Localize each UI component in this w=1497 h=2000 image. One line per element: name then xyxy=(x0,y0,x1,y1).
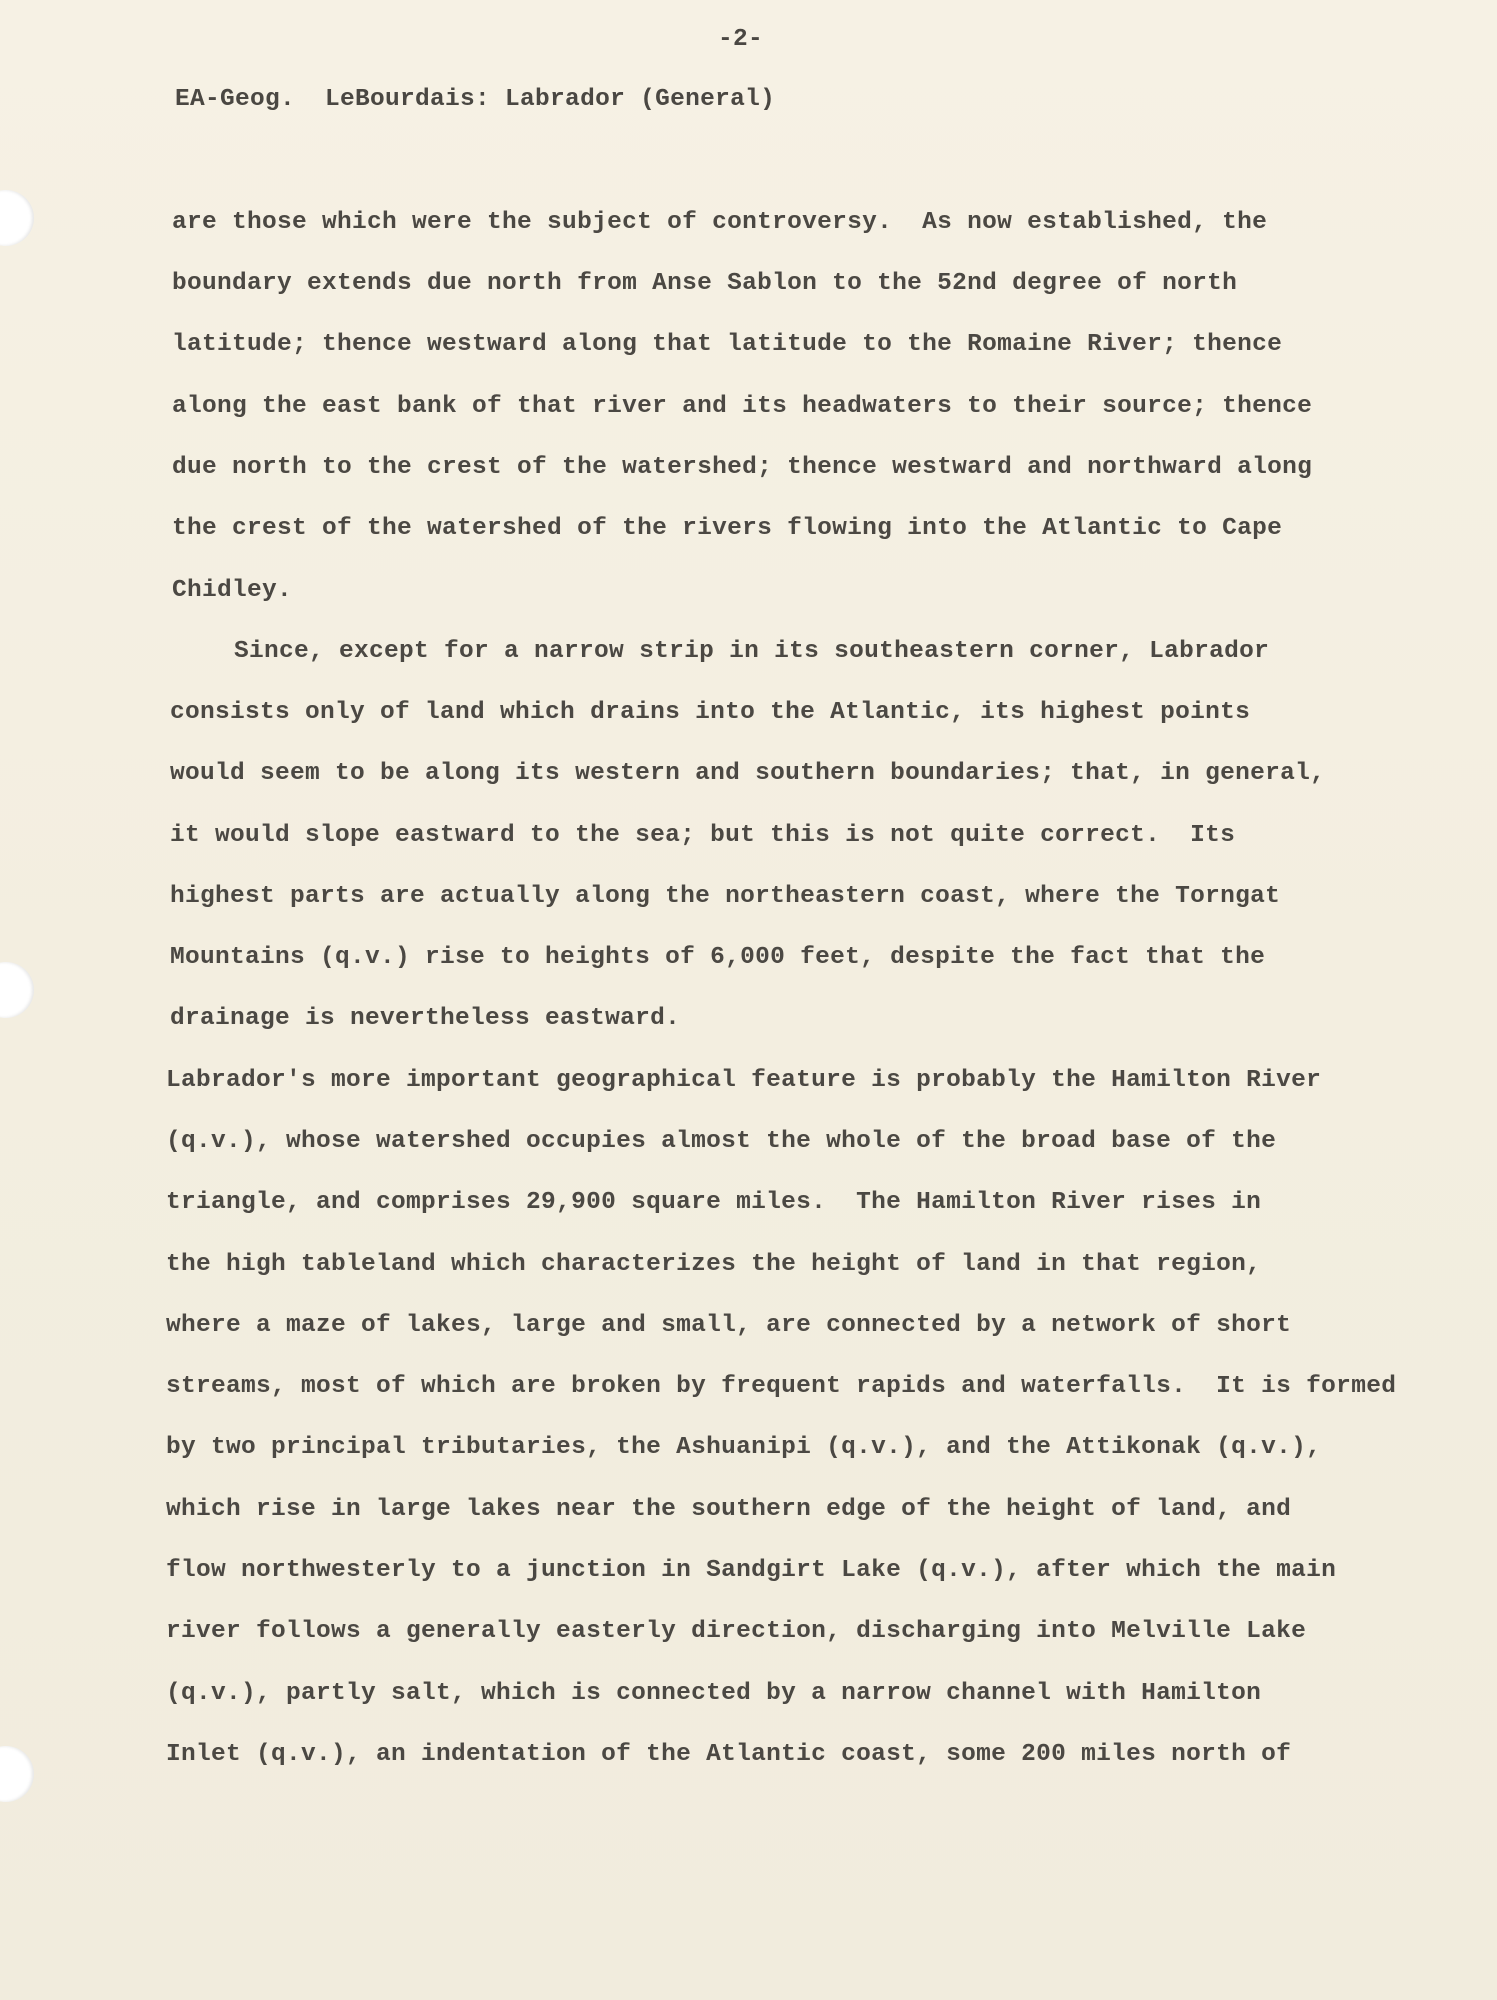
text-line: are those which were the subject of controversy. As now established, the xyxy=(172,209,1268,236)
page-number: -2- xyxy=(718,26,764,53)
text-line: streams, most of which are broken by frequent rapids and waterfalls. It is formed xyxy=(166,1373,1397,1400)
text-line: the crest of the watershed of the rivers flowing into the Atlantic to Cape xyxy=(172,515,1283,542)
text-line: along the east bank of that river and its headwaters to their source; thence xyxy=(172,393,1313,420)
text-line: consists only of land which drains into the Atlantic, its highest points xyxy=(170,699,1251,726)
punch-hole-bottom xyxy=(0,1746,34,1802)
text-line: Mountains (q.v.) rise to heights of 6,000 feet, despite the fact that the xyxy=(170,944,1266,971)
text-line: where a maze of lakes, large and small, are connected by a network of short xyxy=(166,1312,1292,1339)
text-line: boundary extends due north from Anse Sablon to the 52nd degree of north xyxy=(172,270,1238,297)
text-line: due north to the crest of the watershed; thence westward and northward along xyxy=(172,454,1313,481)
text-line: which rise in large lakes near the southern edge of the height of land, and xyxy=(166,1496,1292,1523)
text-line: Labrador's more important geographical feature is probably the Hamilton River xyxy=(166,1067,1322,1094)
text-line: would seem to be along its western and southern boundaries; that, in general, xyxy=(170,760,1326,787)
text-line: river follows a generally easterly direction, discharging into Melville Lake xyxy=(166,1618,1307,1645)
text-line: by two principal tributaries, the Ashuanipi (q.v.), and the Attikonak (q.v.), xyxy=(166,1434,1322,1461)
text-line: Chidley. xyxy=(172,577,293,604)
text-line: latitude; thence westward along that latitude to the Romaine River; thence xyxy=(172,331,1283,358)
punch-hole-middle xyxy=(0,962,34,1018)
text-line: triangle, and comprises 29,900 square miles. The Hamilton River rises in xyxy=(166,1189,1262,1216)
text-line: it would slope eastward to the sea; but this is not quite correct. Its xyxy=(170,822,1236,849)
text-line: Since, except for a narrow strip in its southeastern corner, Labrador xyxy=(234,638,1270,665)
punch-hole-top xyxy=(0,190,34,246)
text-line: the high tableland which characterizes the height of land in that region, xyxy=(166,1251,1262,1278)
text-line: (q.v.), whose watershed occupies almost the whole of the broad base of the xyxy=(166,1128,1277,1155)
document-header: EA-Geog. LeBourdais: Labrador (General) xyxy=(175,86,776,113)
text-line: flow northwesterly to a junction in Sandgirt Lake (q.v.), after which the main xyxy=(166,1557,1337,1584)
text-line: Inlet (q.v.), an indentation of the Atlantic coast, some 200 miles north of xyxy=(166,1741,1292,1768)
text-line: (q.v.), partly salt, which is connected by a narrow channel with Hamilton xyxy=(166,1680,1262,1707)
text-line: highest parts are actually along the northeastern coast, where the Torngat xyxy=(170,883,1281,910)
text-line: drainage is nevertheless eastward. xyxy=(170,1005,681,1032)
